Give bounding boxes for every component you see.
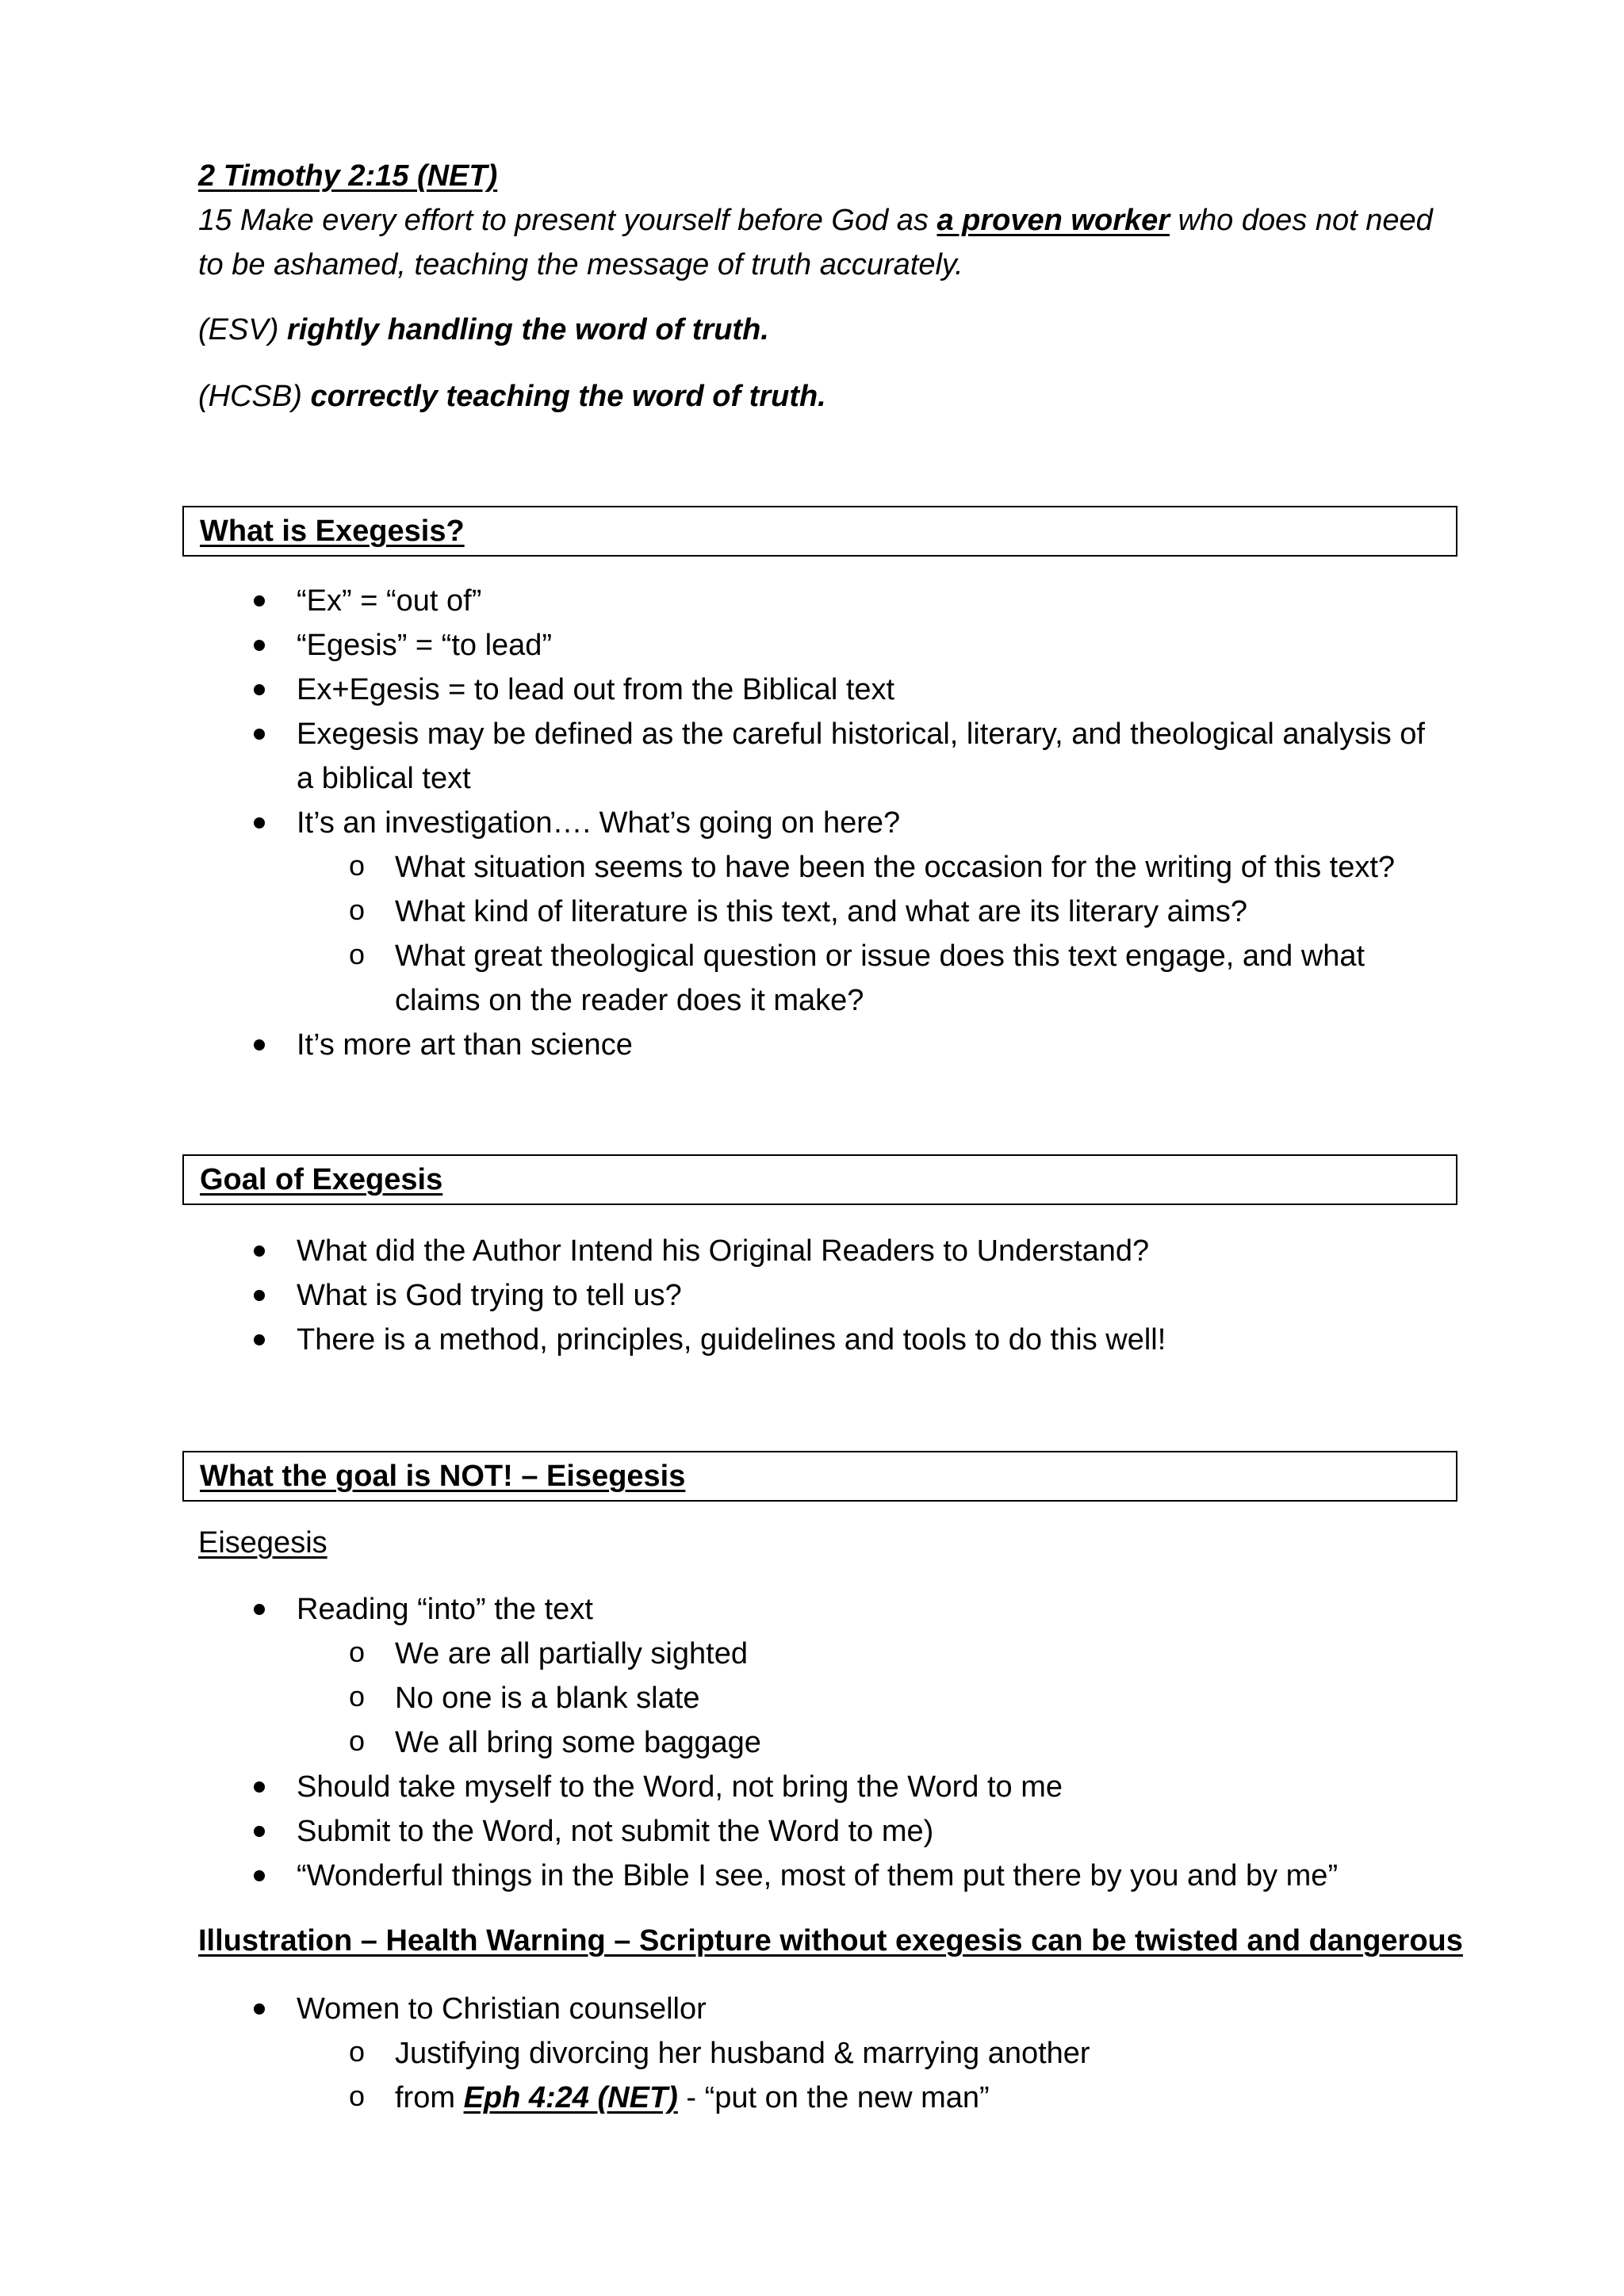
list-item-continuation: a biblical text — [297, 762, 471, 795]
eph-reference: Eph 4:24 (NET) — [463, 2081, 678, 2114]
bullet-dot-icon — [254, 1781, 265, 1793]
verse-line-1 — [198, 198, 1433, 243]
bullet-dot-icon — [254, 1870, 265, 1881]
sub-list-item: What kind of literature is this text, and what are its literary aims? — [395, 895, 1247, 928]
bullet-dot-icon — [254, 1334, 265, 1345]
sub-list-item: Justifying divorcing her husband & marrying another — [395, 2037, 1090, 2070]
bullet-circle-icon: o — [349, 2080, 366, 2112]
bullet-dot-icon — [254, 2003, 265, 2015]
list-item: It’s more art than science — [297, 1028, 633, 1062]
list-item: Exegesis may be defined as the careful historical, literary, and theological analysis of — [297, 718, 1425, 751]
list-item: What is God trying to tell us? — [297, 1279, 682, 1312]
bullet-circle-icon: o — [349, 1724, 366, 1757]
bullet-circle-icon: o — [349, 938, 366, 970]
reference-pre: from — [395, 2081, 464, 2114]
list-item: “Wonderful things in the Bible I see, most of them put there by you and by me” — [297, 1859, 1339, 1892]
bullet-dot-icon — [254, 729, 265, 740]
hcsb-line — [198, 374, 826, 419]
eisegesis-subheading: Eisegesis — [198, 1526, 327, 1559]
esv-line — [198, 308, 769, 352]
list-item: Ex+Egesis = to lead out from the Biblical text — [297, 673, 895, 706]
section-what-is-exegesis-box — [182, 506, 1457, 557]
list-item: Submit to the Word, not submit the Word to me) — [297, 1815, 934, 1848]
section-eisegesis-heading: What the goal is NOT! – Eisegesis — [200, 1460, 686, 1493]
bullet-dot-icon — [254, 1826, 265, 1837]
list-item: “Egesis” = “to lead” — [297, 629, 553, 662]
section-eisegesis-box — [182, 1451, 1457, 1502]
bullet-circle-icon: o — [349, 1680, 366, 1712]
bullet-dot-icon — [254, 595, 265, 607]
verse-reference: 2 Timothy 2:15 (NET) — [198, 159, 498, 193]
sub-list-item-continuation: claims on the reader does it make? — [395, 984, 864, 1017]
bullet-dot-icon — [254, 1246, 265, 1257]
section-what-is-exegesis-heading: What is Exegesis? — [200, 515, 465, 548]
list-item: What did the Author Intend his Original Readers to Understand? — [297, 1234, 1150, 1268]
list-item: Should take myself to the Word, not bring the Word to me — [297, 1770, 1063, 1804]
section-goal-of-exegesis-box — [182, 1154, 1457, 1205]
bullet-circle-icon: o — [349, 2035, 366, 2068]
bullet-dot-icon — [254, 640, 265, 651]
bullet-circle-icon: o — [349, 849, 366, 882]
verse-line-2: to be ashamed, teaching the message of truth accurately. — [198, 248, 963, 281]
sub-list-item: We are all partially sighted — [395, 1637, 748, 1670]
hcsb-tag: (HCSB) — [198, 380, 311, 413]
section-goal-of-exegesis-heading: Goal of Exegesis — [200, 1163, 443, 1196]
list-item: “Ex” = “out of” — [297, 584, 482, 618]
hcsb-text: correctly teaching the word of truth. — [310, 380, 826, 413]
bullet-dot-icon — [254, 1039, 265, 1050]
list-item: Reading “into” the text — [297, 1593, 593, 1626]
reference-post: - “put on the new man” — [677, 2081, 990, 2114]
sub-list-item: What situation seems to have been the occasion for the writing of this text? — [395, 851, 1396, 884]
illustration-heading: Illustration – Health Warning – Scripture without exegesis can be twisted and dangerous — [198, 1924, 1463, 1957]
bullet-dot-icon — [254, 1290, 265, 1301]
list-item: Women to Christian counsellor — [297, 1992, 707, 2026]
sub-list-item: What great theological question or issue does this text engage, and what — [395, 939, 1365, 973]
list-item: There is a method, principles, guidelines and tools to do this well! — [297, 1323, 1166, 1357]
verse-line-1-pre: 15 Make every effort to present yourself before God as — [198, 204, 937, 237]
verse-emphasis: a proven worker — [936, 204, 1170, 237]
bullet-dot-icon — [254, 817, 265, 828]
sub-list-item-reference — [395, 2076, 990, 2120]
bullet-dot-icon — [254, 1604, 265, 1615]
esv-tag: (ESV) — [198, 313, 287, 346]
sub-list-item: No one is a blank slate — [395, 1682, 700, 1715]
esv-text: rightly handling the word of truth. — [286, 313, 769, 346]
sub-list-item: We all bring some baggage — [395, 1726, 761, 1759]
bullet-circle-icon: o — [349, 894, 366, 926]
verse-line-1-post: who does not need — [1170, 204, 1433, 237]
bullet-circle-icon: o — [349, 1636, 366, 1668]
list-item: It’s an investigation…. What’s going on here? — [297, 806, 901, 840]
bullet-dot-icon — [254, 684, 265, 695]
